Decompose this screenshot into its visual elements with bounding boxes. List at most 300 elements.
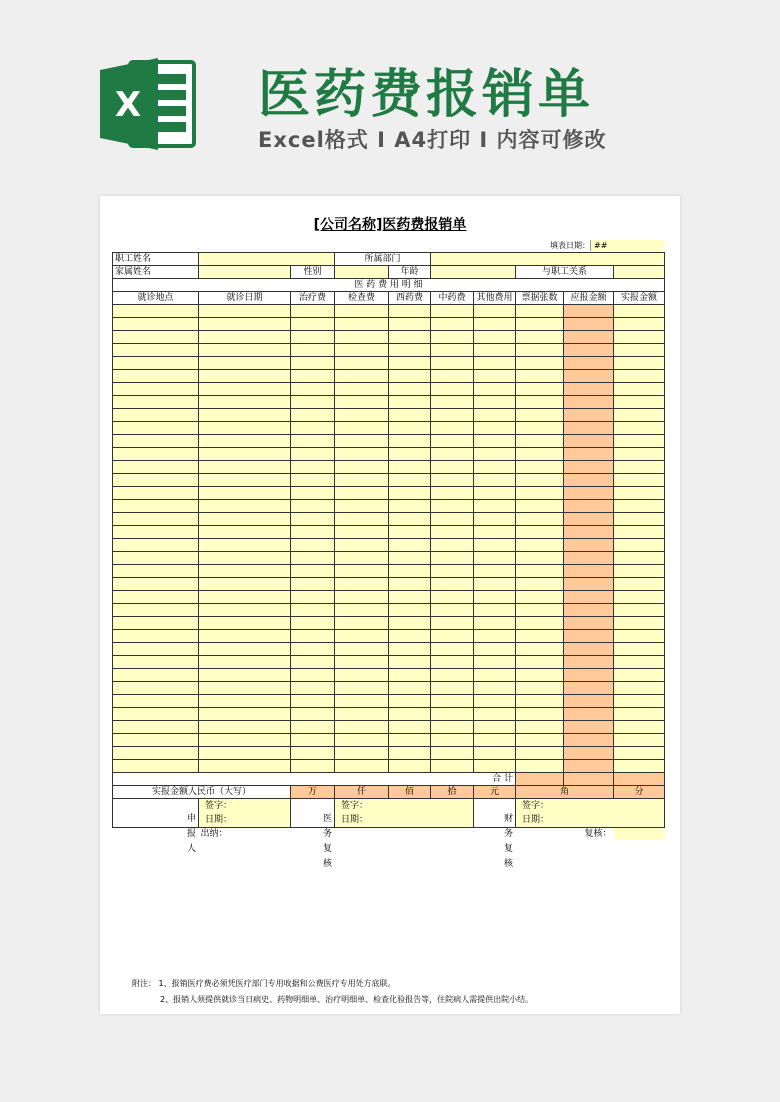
detail-cell[interactable] bbox=[199, 474, 291, 487]
detail-cell[interactable] bbox=[113, 396, 199, 409]
detail-cell[interactable] bbox=[291, 409, 335, 422]
detail-cell[interactable] bbox=[431, 760, 474, 773]
detail-cell[interactable] bbox=[389, 318, 431, 331]
detail-cell[interactable] bbox=[113, 435, 199, 448]
detail-cell[interactable] bbox=[431, 643, 474, 656]
detail-cell[interactable] bbox=[516, 734, 564, 747]
detail-cell[interactable] bbox=[113, 721, 199, 734]
detail-cell[interactable] bbox=[614, 565, 665, 578]
detail-cell[interactable] bbox=[614, 578, 665, 591]
detail-cell[interactable] bbox=[564, 370, 614, 383]
detail-cell[interactable] bbox=[614, 370, 665, 383]
detail-cell[interactable] bbox=[474, 682, 516, 695]
detail-cell[interactable] bbox=[614, 721, 665, 734]
detail-cell[interactable] bbox=[389, 747, 431, 760]
detail-cell[interactable] bbox=[389, 500, 431, 513]
detail-cell[interactable] bbox=[564, 552, 614, 565]
detail-cell[interactable] bbox=[431, 513, 474, 526]
detail-cell[interactable] bbox=[113, 760, 199, 773]
detail-cell[interactable] bbox=[431, 357, 474, 370]
detail-cell[interactable] bbox=[113, 422, 199, 435]
detail-cell[interactable] bbox=[431, 539, 474, 552]
detail-cell[interactable] bbox=[431, 604, 474, 617]
detail-cell[interactable] bbox=[614, 448, 665, 461]
detail-cell[interactable] bbox=[389, 591, 431, 604]
detail-cell[interactable] bbox=[113, 630, 199, 643]
detail-cell[interactable] bbox=[199, 396, 291, 409]
detail-cell[interactable] bbox=[291, 721, 335, 734]
detail-cell[interactable] bbox=[431, 383, 474, 396]
detail-cell[interactable] bbox=[335, 539, 389, 552]
detail-cell[interactable] bbox=[474, 617, 516, 630]
detail-cell[interactable] bbox=[199, 708, 291, 721]
detail-cell[interactable] bbox=[564, 383, 614, 396]
detail-cell[interactable] bbox=[199, 461, 291, 474]
detail-cell[interactable] bbox=[291, 760, 335, 773]
detail-cell[interactable] bbox=[474, 760, 516, 773]
detail-cell[interactable] bbox=[113, 370, 199, 383]
detail-cell[interactable] bbox=[474, 318, 516, 331]
detail-cell[interactable] bbox=[564, 435, 614, 448]
detail-cell[interactable] bbox=[431, 448, 474, 461]
detail-cell[interactable] bbox=[564, 578, 614, 591]
detail-cell[interactable] bbox=[291, 695, 335, 708]
detail-cell[interactable] bbox=[516, 565, 564, 578]
detail-cell[interactable] bbox=[199, 331, 291, 344]
detail-cell[interactable] bbox=[199, 526, 291, 539]
detail-cell[interactable] bbox=[431, 656, 474, 669]
detail-cell[interactable] bbox=[291, 305, 335, 318]
detail-cell[interactable] bbox=[199, 552, 291, 565]
detail-cell[interactable] bbox=[564, 409, 614, 422]
detail-cell[interactable] bbox=[614, 734, 665, 747]
detail-cell[interactable] bbox=[614, 604, 665, 617]
detail-cell[interactable] bbox=[199, 578, 291, 591]
detail-cell[interactable] bbox=[431, 474, 474, 487]
detail-cell[interactable] bbox=[389, 474, 431, 487]
detail-cell[interactable] bbox=[389, 760, 431, 773]
detail-cell[interactable] bbox=[516, 474, 564, 487]
family-name-field[interactable] bbox=[199, 266, 291, 279]
detail-cell[interactable] bbox=[113, 643, 199, 656]
detail-cell[interactable] bbox=[431, 734, 474, 747]
detail-cell[interactable] bbox=[474, 448, 516, 461]
detail-cell[interactable] bbox=[335, 487, 389, 500]
detail-cell[interactable] bbox=[291, 669, 335, 682]
detail-cell[interactable] bbox=[474, 747, 516, 760]
employee-name-field[interactable] bbox=[199, 253, 335, 266]
detail-cell[interactable] bbox=[291, 526, 335, 539]
detail-cell[interactable] bbox=[564, 448, 614, 461]
detail-cell[interactable] bbox=[335, 409, 389, 422]
detail-cell[interactable] bbox=[199, 747, 291, 760]
detail-cell[interactable] bbox=[335, 630, 389, 643]
detail-cell[interactable] bbox=[291, 448, 335, 461]
detail-cell[interactable] bbox=[335, 643, 389, 656]
detail-cell[interactable] bbox=[564, 721, 614, 734]
detail-cell[interactable] bbox=[431, 500, 474, 513]
detail-cell[interactable] bbox=[564, 747, 614, 760]
detail-cell[interactable] bbox=[335, 500, 389, 513]
detail-cell[interactable] bbox=[113, 513, 199, 526]
detail-cell[interactable] bbox=[335, 565, 389, 578]
detail-cell[interactable] bbox=[431, 552, 474, 565]
detail-cell[interactable] bbox=[335, 656, 389, 669]
detail-cell[interactable] bbox=[335, 682, 389, 695]
detail-cell[interactable] bbox=[335, 331, 389, 344]
detail-cell[interactable] bbox=[291, 513, 335, 526]
amount-unit[interactable]: 分 bbox=[614, 786, 665, 799]
detail-cell[interactable] bbox=[199, 448, 291, 461]
recheck-field[interactable] bbox=[614, 828, 665, 841]
detail-cell[interactable] bbox=[614, 305, 665, 318]
detail-cell[interactable] bbox=[291, 565, 335, 578]
detail-cell[interactable] bbox=[335, 734, 389, 747]
detail-cell[interactable] bbox=[474, 656, 516, 669]
detail-cell[interactable] bbox=[335, 422, 389, 435]
medical-review-sign-area[interactable] bbox=[335, 799, 474, 828]
detail-cell[interactable] bbox=[291, 539, 335, 552]
detail-cell[interactable] bbox=[564, 565, 614, 578]
detail-cell[interactable] bbox=[564, 461, 614, 474]
relation-field[interactable] bbox=[614, 266, 665, 279]
detail-cell[interactable] bbox=[474, 539, 516, 552]
detail-cell[interactable] bbox=[564, 617, 614, 630]
detail-cell[interactable] bbox=[335, 604, 389, 617]
detail-cell[interactable] bbox=[564, 357, 614, 370]
detail-cell[interactable] bbox=[199, 513, 291, 526]
detail-cell[interactable] bbox=[614, 760, 665, 773]
detail-cell[interactable] bbox=[474, 305, 516, 318]
detail-cell[interactable] bbox=[335, 591, 389, 604]
detail-cell[interactable] bbox=[335, 669, 389, 682]
detail-cell[interactable] bbox=[335, 695, 389, 708]
detail-cell[interactable] bbox=[199, 318, 291, 331]
detail-cell[interactable] bbox=[291, 344, 335, 357]
detail-cell[interactable] bbox=[516, 617, 564, 630]
detail-cell[interactable] bbox=[199, 565, 291, 578]
detail-cell[interactable] bbox=[516, 331, 564, 344]
detail-cell[interactable] bbox=[564, 474, 614, 487]
detail-cell[interactable] bbox=[389, 305, 431, 318]
detail-cell[interactable] bbox=[291, 643, 335, 656]
detail-cell[interactable] bbox=[199, 422, 291, 435]
detail-cell[interactable] bbox=[291, 747, 335, 760]
detail-cell[interactable] bbox=[113, 617, 199, 630]
detail-cell[interactable] bbox=[474, 409, 516, 422]
detail-cell[interactable] bbox=[335, 760, 389, 773]
detail-cell[interactable] bbox=[431, 370, 474, 383]
detail-cell[interactable] bbox=[113, 578, 199, 591]
detail-cell[interactable] bbox=[431, 331, 474, 344]
detail-cell[interactable] bbox=[113, 591, 199, 604]
detail-cell[interactable] bbox=[564, 331, 614, 344]
detail-cell[interactable] bbox=[199, 604, 291, 617]
detail-cell[interactable] bbox=[113, 305, 199, 318]
detail-cell[interactable] bbox=[614, 552, 665, 565]
detail-cell[interactable] bbox=[199, 370, 291, 383]
detail-cell[interactable] bbox=[614, 513, 665, 526]
detail-cell[interactable] bbox=[291, 422, 335, 435]
detail-cell[interactable] bbox=[516, 552, 564, 565]
detail-cell[interactable] bbox=[335, 617, 389, 630]
detail-cell[interactable] bbox=[564, 305, 614, 318]
detail-cell[interactable] bbox=[389, 370, 431, 383]
detail-cell[interactable] bbox=[113, 487, 199, 500]
detail-cell[interactable] bbox=[516, 409, 564, 422]
detail-cell[interactable] bbox=[516, 695, 564, 708]
detail-cell[interactable] bbox=[614, 591, 665, 604]
detail-cell[interactable] bbox=[431, 565, 474, 578]
detail-cell[interactable] bbox=[335, 448, 389, 461]
detail-cell[interactable] bbox=[335, 305, 389, 318]
detail-cell[interactable] bbox=[335, 747, 389, 760]
detail-cell[interactable] bbox=[291, 630, 335, 643]
detail-cell[interactable] bbox=[516, 435, 564, 448]
detail-cell[interactable] bbox=[199, 305, 291, 318]
detail-cell[interactable] bbox=[614, 630, 665, 643]
detail-cell[interactable] bbox=[614, 396, 665, 409]
detail-cell[interactable] bbox=[389, 695, 431, 708]
detail-cell[interactable] bbox=[516, 526, 564, 539]
detail-cell[interactable] bbox=[474, 370, 516, 383]
detail-cell[interactable] bbox=[516, 396, 564, 409]
detail-cell[interactable] bbox=[474, 630, 516, 643]
detail-cell[interactable] bbox=[335, 552, 389, 565]
detail-cell[interactable] bbox=[389, 721, 431, 734]
total-claimed[interactable] bbox=[564, 773, 614, 786]
detail-cell[interactable] bbox=[564, 630, 614, 643]
detail-cell[interactable] bbox=[614, 435, 665, 448]
detail-cell[interactable] bbox=[516, 539, 564, 552]
detail-cell[interactable] bbox=[474, 487, 516, 500]
detail-cell[interactable] bbox=[389, 552, 431, 565]
detail-cell[interactable] bbox=[389, 578, 431, 591]
amount-unit[interactable]: 仟 bbox=[335, 786, 389, 799]
detail-cell[interactable] bbox=[614, 682, 665, 695]
detail-cell[interactable] bbox=[113, 656, 199, 669]
total-receipts[interactable] bbox=[516, 773, 564, 786]
detail-cell[interactable] bbox=[335, 513, 389, 526]
detail-cell[interactable] bbox=[113, 552, 199, 565]
detail-cell[interactable] bbox=[474, 474, 516, 487]
detail-cell[interactable] bbox=[389, 539, 431, 552]
detail-cell[interactable] bbox=[389, 435, 431, 448]
detail-cell[interactable] bbox=[389, 617, 431, 630]
detail-cell[interactable] bbox=[389, 630, 431, 643]
detail-cell[interactable] bbox=[199, 383, 291, 396]
detail-cell[interactable] bbox=[474, 565, 516, 578]
detail-cell[interactable] bbox=[564, 487, 614, 500]
detail-cell[interactable] bbox=[431, 630, 474, 643]
detail-cell[interactable] bbox=[614, 331, 665, 344]
detail-cell[interactable] bbox=[113, 331, 199, 344]
detail-cell[interactable] bbox=[291, 708, 335, 721]
detail-cell[interactable] bbox=[335, 526, 389, 539]
detail-cell[interactable] bbox=[113, 734, 199, 747]
detail-cell[interactable] bbox=[199, 591, 291, 604]
detail-cell[interactable] bbox=[113, 565, 199, 578]
detail-cell[interactable] bbox=[431, 617, 474, 630]
detail-cell[interactable] bbox=[199, 669, 291, 682]
detail-cell[interactable] bbox=[474, 734, 516, 747]
detail-cell[interactable] bbox=[389, 526, 431, 539]
detail-cell[interactable] bbox=[474, 604, 516, 617]
detail-cell[interactable] bbox=[291, 370, 335, 383]
detail-cell[interactable] bbox=[431, 526, 474, 539]
detail-cell[interactable] bbox=[113, 708, 199, 721]
detail-cell[interactable] bbox=[516, 643, 564, 656]
detail-cell[interactable] bbox=[614, 344, 665, 357]
gender-field[interactable] bbox=[335, 266, 389, 279]
detail-cell[interactable] bbox=[614, 656, 665, 669]
detail-cell[interactable] bbox=[113, 474, 199, 487]
detail-cell[interactable] bbox=[199, 617, 291, 630]
detail-cell[interactable] bbox=[516, 630, 564, 643]
detail-cell[interactable] bbox=[335, 370, 389, 383]
detail-cell[interactable] bbox=[389, 656, 431, 669]
detail-cell[interactable] bbox=[516, 487, 564, 500]
detail-cell[interactable] bbox=[564, 695, 614, 708]
detail-cell[interactable] bbox=[113, 500, 199, 513]
detail-cell[interactable] bbox=[113, 695, 199, 708]
detail-cell[interactable] bbox=[113, 448, 199, 461]
detail-cell[interactable] bbox=[335, 383, 389, 396]
detail-cell[interactable] bbox=[431, 344, 474, 357]
detail-cell[interactable] bbox=[474, 513, 516, 526]
detail-cell[interactable] bbox=[516, 422, 564, 435]
amount-unit[interactable]: 佰 bbox=[389, 786, 431, 799]
detail-cell[interactable] bbox=[516, 461, 564, 474]
department-field[interactable] bbox=[431, 253, 665, 266]
detail-cell[interactable] bbox=[564, 591, 614, 604]
detail-cell[interactable] bbox=[614, 461, 665, 474]
detail-cell[interactable] bbox=[199, 682, 291, 695]
detail-cell[interactable] bbox=[474, 331, 516, 344]
detail-cell[interactable] bbox=[291, 500, 335, 513]
applicant-sign-area[interactable] bbox=[199, 799, 291, 828]
detail-cell[interactable] bbox=[614, 695, 665, 708]
detail-cell[interactable] bbox=[291, 461, 335, 474]
detail-cell[interactable] bbox=[389, 734, 431, 747]
detail-cell[interactable] bbox=[564, 604, 614, 617]
detail-cell[interactable] bbox=[614, 357, 665, 370]
detail-cell[interactable] bbox=[516, 500, 564, 513]
detail-cell[interactable] bbox=[516, 513, 564, 526]
amount-unit[interactable]: 角 bbox=[516, 786, 614, 799]
detail-cell[interactable] bbox=[199, 344, 291, 357]
detail-cell[interactable] bbox=[564, 344, 614, 357]
detail-cell[interactable] bbox=[389, 331, 431, 344]
detail-cell[interactable] bbox=[113, 318, 199, 331]
detail-cell[interactable] bbox=[431, 708, 474, 721]
detail-cell[interactable] bbox=[113, 461, 199, 474]
detail-cell[interactable] bbox=[389, 409, 431, 422]
detail-cell[interactable] bbox=[335, 578, 389, 591]
detail-cell[interactable] bbox=[389, 487, 431, 500]
detail-cell[interactable] bbox=[516, 682, 564, 695]
detail-cell[interactable] bbox=[614, 669, 665, 682]
detail-cell[interactable] bbox=[474, 669, 516, 682]
detail-cell[interactable] bbox=[199, 630, 291, 643]
detail-cell[interactable] bbox=[564, 396, 614, 409]
detail-cell[interactable] bbox=[564, 513, 614, 526]
detail-cell[interactable] bbox=[335, 708, 389, 721]
detail-cell[interactable] bbox=[389, 682, 431, 695]
detail-cell[interactable] bbox=[564, 669, 614, 682]
detail-cell[interactable] bbox=[113, 357, 199, 370]
detail-cell[interactable] bbox=[389, 448, 431, 461]
detail-cell[interactable] bbox=[389, 708, 431, 721]
detail-cell[interactable] bbox=[516, 318, 564, 331]
detail-cell[interactable] bbox=[291, 682, 335, 695]
detail-cell[interactable] bbox=[291, 604, 335, 617]
detail-cell[interactable] bbox=[113, 526, 199, 539]
detail-cell[interactable] bbox=[199, 409, 291, 422]
detail-cell[interactable] bbox=[389, 604, 431, 617]
detail-cell[interactable] bbox=[516, 383, 564, 396]
detail-cell[interactable] bbox=[199, 487, 291, 500]
detail-cell[interactable] bbox=[564, 526, 614, 539]
detail-cell[interactable] bbox=[389, 383, 431, 396]
detail-cell[interactable] bbox=[516, 708, 564, 721]
detail-cell[interactable] bbox=[564, 643, 614, 656]
detail-cell[interactable] bbox=[291, 383, 335, 396]
detail-cell[interactable] bbox=[474, 344, 516, 357]
detail-cell[interactable] bbox=[516, 747, 564, 760]
detail-cell[interactable] bbox=[199, 500, 291, 513]
finance-review-sign-area[interactable] bbox=[516, 799, 665, 828]
detail-cell[interactable] bbox=[564, 760, 614, 773]
detail-cell[interactable] bbox=[614, 474, 665, 487]
detail-cell[interactable] bbox=[335, 474, 389, 487]
detail-cell[interactable] bbox=[431, 396, 474, 409]
detail-cell[interactable] bbox=[474, 422, 516, 435]
detail-cell[interactable] bbox=[564, 422, 614, 435]
detail-cell[interactable] bbox=[474, 500, 516, 513]
detail-cell[interactable] bbox=[291, 318, 335, 331]
detail-cell[interactable] bbox=[431, 682, 474, 695]
detail-cell[interactable] bbox=[431, 591, 474, 604]
detail-cell[interactable] bbox=[516, 591, 564, 604]
detail-cell[interactable] bbox=[431, 487, 474, 500]
detail-cell[interactable] bbox=[564, 734, 614, 747]
detail-cell[interactable] bbox=[516, 760, 564, 773]
detail-cell[interactable] bbox=[516, 721, 564, 734]
detail-cell[interactable] bbox=[431, 695, 474, 708]
fill-date-value[interactable]: ## bbox=[590, 240, 664, 251]
detail-cell[interactable] bbox=[113, 747, 199, 760]
detail-cell[interactable] bbox=[199, 695, 291, 708]
amount-unit[interactable]: 拾 bbox=[431, 786, 474, 799]
detail-cell[interactable] bbox=[474, 578, 516, 591]
detail-cell[interactable] bbox=[199, 539, 291, 552]
detail-cell[interactable] bbox=[199, 435, 291, 448]
detail-cell[interactable] bbox=[516, 344, 564, 357]
detail-cell[interactable] bbox=[474, 461, 516, 474]
detail-cell[interactable] bbox=[516, 656, 564, 669]
detail-cell[interactable] bbox=[113, 409, 199, 422]
detail-cell[interactable] bbox=[516, 604, 564, 617]
detail-cell[interactable] bbox=[199, 656, 291, 669]
detail-cell[interactable] bbox=[291, 552, 335, 565]
detail-cell[interactable] bbox=[614, 539, 665, 552]
detail-cell[interactable] bbox=[474, 383, 516, 396]
detail-cell[interactable] bbox=[335, 461, 389, 474]
detail-cell[interactable] bbox=[389, 565, 431, 578]
age-field[interactable] bbox=[431, 266, 516, 279]
detail-cell[interactable] bbox=[614, 500, 665, 513]
